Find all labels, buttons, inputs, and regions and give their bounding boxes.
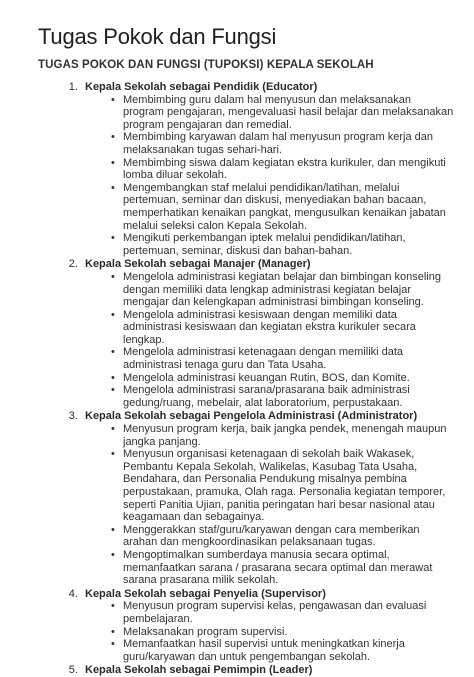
bullet-icon: • [111, 638, 115, 651]
list-item [111, 156, 454, 182]
bullet-icon: • [111, 93, 115, 106]
list-item [111, 600, 454, 625]
list-item-text: Mengembangkan staf melalui pendidikan/latihan, melalui pertemuan, seminar dan diskusi, menyediakan bahan bacaan, memperhatikan kenaikan pangkat, mengusulkan kenaikan jabatan melalui seleksi calon Kepala Sekolah. [123, 181, 446, 232]
list-item-text: Mengelola administrasi ketenagaan dengan memiliki data administrasi tenaga guru dan Tata Usaha. [123, 346, 404, 372]
section-heading: Kepala Sekolah sebagai Pengelola Administrasi (Administrator) [85, 410, 418, 423]
list-item-text: Menyusun organisasi ketenagaan di sekolah baik Wakasek, Pembantu Kepala Sekolah, Walikelas, Kasubag Tata Usaha, Bendahara, dan Personalia Pendukung misalnya pembina perpustakaan, pramuka, Olah raga. Personalia kegiatan temporer, seperti Panitia Ujian, panitia peringatan hari besar nasional atau keagamaan dan sebagainya. [123, 448, 446, 524]
list-item [111, 232, 454, 257]
bullet-list [85, 271, 454, 410]
list-item [111, 181, 454, 232]
section-list [38, 81, 454, 677]
list-item-text: Mengikuti perkembangan iptek melalui pendidikan/latihan, pertemuan, seminar, diskusi dan bahan-bahan. [123, 232, 406, 257]
bullet-list [85, 94, 454, 258]
list-item [111, 371, 454, 385]
list-item [111, 548, 454, 587]
bullet-icon: • [111, 270, 115, 283]
bullet-icon: • [111, 232, 115, 245]
bullet-icon: • [111, 308, 115, 321]
list-item-text: Mengoptimalkan sumberdaya manusia secara optimal, memanfaatkan sarana / prasarana secara optimal dan merawat sarana prasarana milik sekolah. [123, 548, 433, 587]
list-item [111, 638, 454, 663]
list-item [111, 423, 454, 448]
list-item-text: Memanfaatkan hasil supervisi untuk meningkatkan kinerja guru/karyawan dan untuk pengembangan sekolah. [123, 638, 405, 663]
bullet-icon: • [111, 181, 115, 194]
section-heading: Kepala Sekolah sebagai Pemimpin (Leader) [85, 664, 313, 677]
section-heading: Kepala Sekolah sebagai Penyelia (Supervisor) [85, 587, 326, 600]
list-item-text: Membimbing karyawan dalam hal menyusun program kerja dan melaksanakan tugas sehari-hari. [123, 131, 433, 156]
section-heading: Kepala Sekolah sebagai Pendidik (Educator) [85, 81, 318, 93]
bullet-icon: • [111, 156, 115, 169]
list-item-text: Mengelola administrasi kesiswaan dengan memiliki data administrasi kesiswaan dan kegiatan ekstra kurikuler secara lengkap. [123, 308, 416, 346]
bullet-icon: • [111, 384, 115, 397]
list-item-text: Mengelola administrasi sarana/prasarana baik administrasi gedung/ruang, mebelair, alat laboratorium, perpustakaan. [123, 384, 410, 409]
list-item-text: Mengelola administrasi kegiatan belajar dan bimbingan konseling dengan memiliki data lengkap administrasi kegiatan belajar mengajar dan kelengkapan administrasi bimbingan konseling. [123, 270, 441, 309]
section-item [81, 410, 454, 586]
bullet-icon: • [111, 346, 115, 359]
list-item-text: Membimbing guru dalam hal menyusun dan melaksanakan program pengajaran, mengevaluasi hasil belajar dan melaksanakan program pengajaran dan remedial. [123, 93, 454, 131]
bullet-icon: • [111, 548, 115, 561]
section-item [81, 258, 454, 409]
list-item-text: Menyusun program supervisi kelas, pengawasan dan evaluasi pembelajaran. [123, 600, 427, 625]
list-item [111, 93, 454, 132]
document-subtitle: TUGAS POKOK DAN FUNGSI (TUPOKSI) KEPALA SEKOLAH [38, 59, 374, 71]
section-item [81, 81, 454, 257]
list-item-text: Membimbing siswa dalam kegiatan ekstra kurikuler, dan mengikuti lomba diluar sekolah. [123, 156, 446, 182]
bullet-icon: • [111, 371, 115, 384]
bullet-icon: • [111, 131, 115, 144]
section-item [81, 588, 454, 664]
list-item [111, 270, 454, 309]
bullet-list [85, 423, 454, 587]
section-heading: Kepala Sekolah sebagai Manajer (Manager) [85, 258, 311, 271]
bullet-icon: • [111, 448, 115, 461]
list-item-text: Melaksanakan program supervisi. [123, 625, 288, 638]
bullet-icon: • [111, 423, 115, 436]
list-item-text: Menyusun program kerja, baik jangka pendek, menengah maupun jangka panjang. [123, 423, 447, 448]
list-item-text: Mengelola administrasi keuangan Rutin, BOS, dan Komite. [123, 371, 410, 384]
list-item [111, 131, 454, 156]
bullet-icon: • [111, 625, 115, 638]
document-title: Tugas Pokok dan Fungsi [38, 24, 277, 49]
list-item [111, 448, 454, 524]
list-item [111, 384, 454, 409]
bullet-icon: • [111, 600, 115, 613]
list-item [111, 346, 454, 372]
list-item [111, 308, 454, 347]
bullet-icon: • [111, 523, 115, 536]
section-item [81, 664, 454, 677]
list-item-text: Menggerakkan staf/guru/karyawan dengan cara memberikan arahan dan mengkoordinasikan pelaksanaan tugas. [123, 523, 420, 549]
list-item [111, 523, 454, 549]
